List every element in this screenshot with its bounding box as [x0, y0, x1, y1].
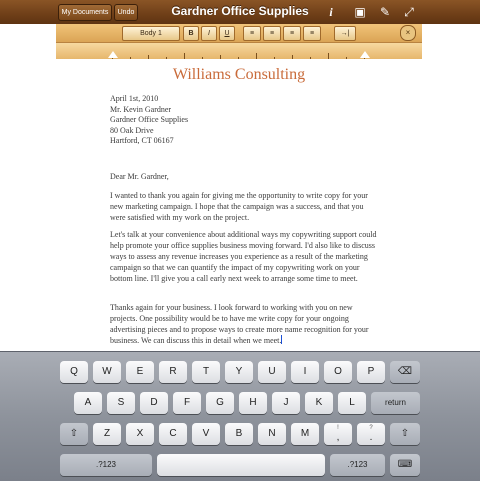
key-o[interactable]: O [324, 361, 352, 383]
key-b[interactable]: B [225, 423, 253, 445]
key-u[interactable]: U [258, 361, 286, 383]
key-comma[interactable] [324, 423, 352, 445]
align-left-icon[interactable]: ≡ [243, 26, 261, 41]
paragraph-3-text: Thanks again for your business. I look forward to working with you on new projects. One possibility would be to have me write copy for your ongoing advertising pieces and to propose ways to create more name recognition for your business. We can discuss this in detail when we meet. [110, 303, 369, 345]
key-l[interactable]: L [338, 392, 366, 414]
key-e[interactable]: E [126, 361, 154, 383]
hide-keyboard-icon[interactable]: ⌨ [390, 454, 420, 476]
undo-button[interactable]: Undo [114, 4, 138, 21]
address-line: Hartford, CT 06167 [110, 136, 174, 145]
key-n[interactable]: N [258, 423, 286, 445]
key-i[interactable]: I [291, 361, 319, 383]
key-period[interactable] [357, 423, 385, 445]
left-shift-key[interactable]: ⇧ [60, 423, 88, 445]
paragraph-style-button[interactable]: Body 1 [122, 26, 180, 41]
close-format-bar-icon[interactable]: × [400, 25, 416, 41]
key-x[interactable]: X [126, 423, 154, 445]
right-indent-marker[interactable] [360, 51, 370, 58]
key-j[interactable]: J [272, 392, 300, 414]
info-icon[interactable]: i [329, 5, 333, 19]
key-r[interactable]: R [159, 361, 187, 383]
key-s[interactable]: S [107, 392, 135, 414]
key-v[interactable]: V [192, 423, 220, 445]
key-y[interactable]: Y [225, 361, 253, 383]
backspace-key[interactable]: ⌫ [390, 361, 420, 383]
key-c[interactable]: C [159, 423, 187, 445]
key-d[interactable]: D [140, 392, 168, 414]
key-m[interactable]: M [291, 423, 319, 445]
right-margin-area [422, 24, 480, 351]
text-cursor [281, 335, 282, 344]
right-shift-key[interactable]: ⇧ [390, 423, 420, 445]
key-period-alt: ? [369, 425, 373, 431]
key-h[interactable]: H [239, 392, 267, 414]
document-page[interactable] [56, 59, 422, 351]
address-line: April 1st, 2010 [110, 94, 159, 103]
paragraph-2: Let's talk at your convenience about additional ways my copywriting support could help promote your office supplies business moving forward. I'd also like to discuss ways to assess any revenue increases you experience as a result of the marketing campaign so that we can quantify the impact of my copywriting work on your bottom line. I'll give you a call early next week to arrange some time to meet. [110, 230, 377, 283]
justify-icon[interactable]: ≡ [303, 26, 321, 41]
address-block [110, 94, 188, 147]
key-period-main: . [369, 432, 373, 443]
space-bar[interactable] [157, 454, 325, 476]
fullscreen-icon[interactable]: ⤢ [404, 5, 414, 19]
key-w[interactable]: W [93, 361, 121, 383]
wrench-icon[interactable]: ✎ [379, 5, 391, 19]
address-line: Gardner Office Supplies [110, 115, 189, 124]
key-p[interactable]: P [357, 361, 385, 383]
image-icon[interactable]: ▣ [354, 5, 366, 19]
key-t[interactable]: T [192, 361, 220, 383]
left-indent-marker[interactable] [108, 51, 118, 58]
left-margin-area [0, 24, 56, 351]
address-line: Mr. Kevin Gardner [110, 104, 172, 114]
onscreen-keyboard [0, 351, 480, 481]
key-z[interactable]: Z [93, 423, 121, 445]
numbers-key-left[interactable]: .?123 [60, 454, 152, 476]
key-k[interactable]: K [305, 392, 333, 414]
my-documents-button[interactable]: My Documents [58, 4, 112, 21]
key-g[interactable]: G [206, 392, 234, 414]
tab-icon[interactable]: →| [334, 26, 356, 41]
document-title: Gardner Office Supplies [171, 4, 309, 18]
key-a[interactable]: A [74, 392, 102, 414]
paragraph-3 [110, 302, 380, 346]
key-comma-main: , [336, 432, 340, 443]
bold-button[interactable]: B [183, 26, 199, 41]
paragraph-1: I wanted to thank you again for giving me the opportunity to write copy for your new marketing campaign. I hope that the campaign was a success, and that you were satisfied with my work on the project. [110, 191, 368, 222]
italic-button[interactable]: I [201, 26, 217, 41]
greeting: Dear Mr. Gardner, [110, 172, 169, 181]
align-center-icon[interactable]: ≡ [263, 26, 281, 41]
return-key[interactable]: return [371, 392, 420, 414]
underline-button[interactable]: U [219, 26, 235, 41]
key-comma-alt: ! [337, 425, 339, 431]
address-line: 80 Oak Drive [110, 125, 154, 135]
align-right-icon[interactable]: ≡ [283, 26, 301, 41]
key-f[interactable]: F [173, 392, 201, 414]
document-heading: Williams Consulting [172, 66, 306, 83]
numbers-key-right[interactable]: .?123 [330, 454, 385, 476]
format-bar [56, 24, 422, 60]
ruler[interactable] [56, 42, 422, 60]
top-toolbar [0, 0, 480, 25]
key-q[interactable]: Q [60, 361, 88, 383]
